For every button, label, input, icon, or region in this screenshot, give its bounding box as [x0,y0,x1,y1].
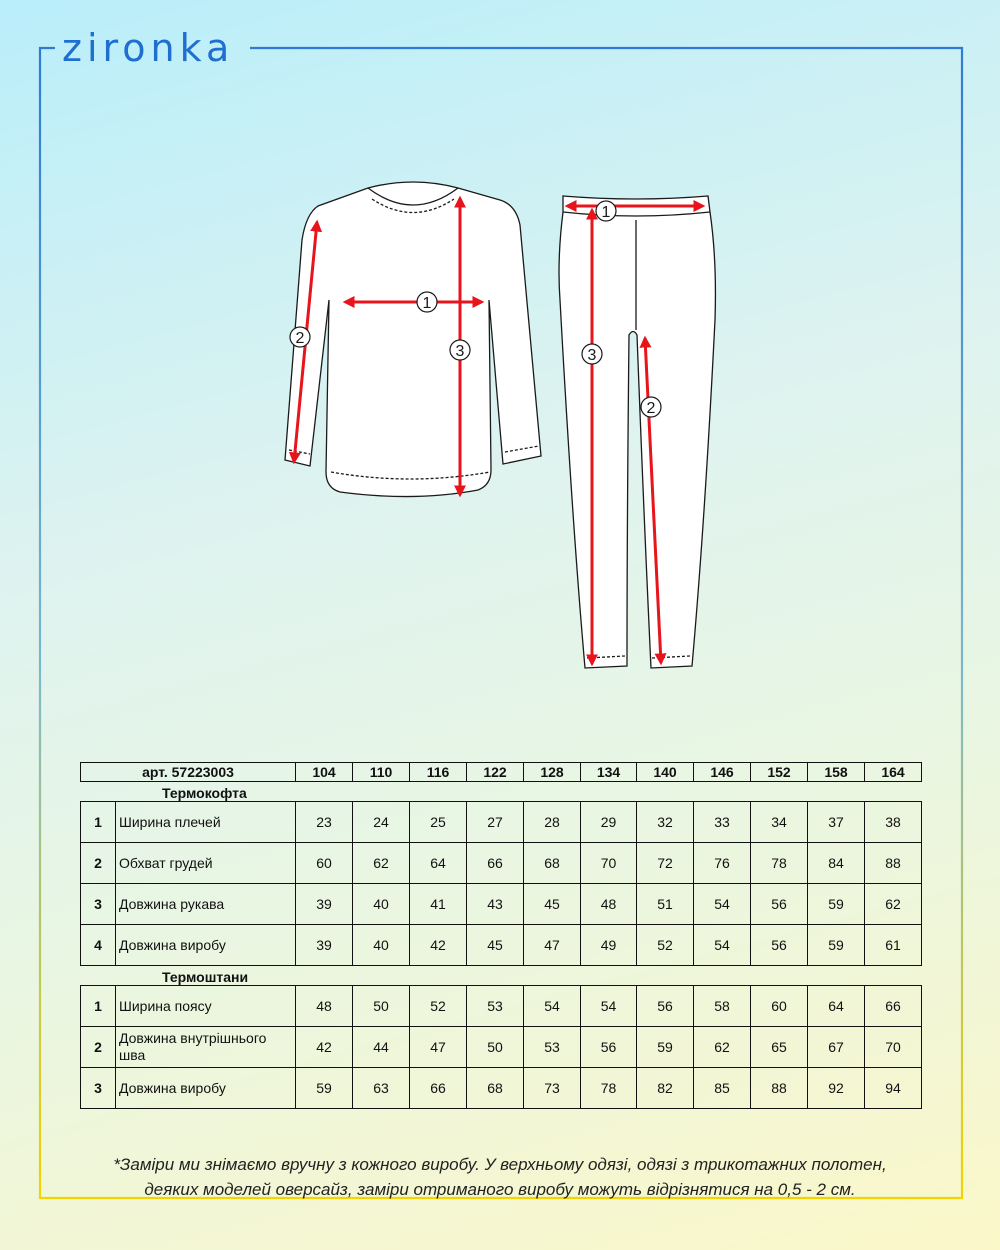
table-cell: 32 [637,802,694,843]
table-cell: 68 [467,1068,524,1109]
table-cell: 65 [751,1027,808,1068]
top-marker-3: 3 [455,343,465,360]
table-cell: 66 [467,843,524,884]
table-cell: 53 [524,1027,581,1068]
top-marker-2: 2 [295,330,305,347]
article-number: арт. 57223003 [81,763,296,782]
table-cell: 73 [524,1068,581,1109]
table-cell: 39 [296,925,353,966]
table-cell: 56 [751,925,808,966]
table-cell: 88 [751,1068,808,1109]
table-cell: 52 [410,986,467,1027]
table-cell: 41 [410,884,467,925]
brand-logo: zironka [62,26,235,70]
table-cell: 29 [581,802,637,843]
row-label: Довжина виробу [116,925,296,966]
row-label: Ширина плечей [116,802,296,843]
row-label: Обхват грудей [116,843,296,884]
table-cell: 40 [353,884,410,925]
row-number: 2 [81,1027,116,1068]
table-row [81,925,922,966]
table-cell: 64 [410,843,467,884]
table-cell: 61 [865,925,922,966]
table-cell: 47 [410,1027,467,1068]
table-row [81,843,922,884]
table-cell: 88 [865,843,922,884]
table-cell: 66 [865,986,922,1027]
table-cell: 38 [865,802,922,843]
table-cell: 42 [296,1027,353,1068]
note-line-2: деяких моделей оверсайз, заміри отриманого виробу можуть відрізнятися на 0,5 - 2 см. [144,1180,856,1199]
table-row [81,884,922,925]
table-cell: 85 [694,1068,751,1109]
table-cell: 58 [694,986,751,1027]
section-title-pants: Термоштани [162,969,249,985]
table-cell: 23 [296,802,353,843]
table-cell: 54 [694,925,751,966]
table-cell: 56 [751,884,808,925]
table-cell: 28 [524,802,581,843]
size-header: 140 [637,763,694,782]
table-cell: 70 [865,1027,922,1068]
table-cell: 68 [524,843,581,884]
table-cell: 27 [467,802,524,843]
table-cell: 60 [751,986,808,1027]
size-header: 134 [581,763,637,782]
measurement-note [40,1152,960,1202]
table-cell: 60 [296,843,353,884]
table-cell: 66 [410,1068,467,1109]
table-cell: 92 [808,1068,865,1109]
row-number: 4 [81,925,116,966]
pants-marker-3: 3 [587,347,597,364]
table-cell: 50 [467,1027,524,1068]
table-cell: 53 [467,986,524,1027]
row-label: Ширина поясу [116,986,296,1027]
table-cell: 52 [637,925,694,966]
table-cell: 50 [353,986,410,1027]
section-title-top: Термокофта [162,785,247,801]
table-cell: 39 [296,884,353,925]
table-cell: 76 [694,843,751,884]
table-cell: 34 [751,802,808,843]
table-cell: 62 [865,884,922,925]
table-cell: 48 [296,986,353,1027]
table-cell: 25 [410,802,467,843]
table-cell: 45 [524,884,581,925]
row-number: 1 [81,986,116,1027]
table-cell: 45 [467,925,524,966]
table-cell: 59 [637,1027,694,1068]
table-cell: 70 [581,843,637,884]
table-row [81,986,922,1027]
table-row [81,1068,922,1109]
table-cell: 94 [865,1068,922,1109]
size-header: 110 [353,763,410,782]
table-cell: 24 [353,802,410,843]
table-cell: 72 [637,843,694,884]
row-label: Довжина виробу [116,1068,296,1109]
table-cell: 62 [353,843,410,884]
table-cell: 37 [808,802,865,843]
table-cell: 43 [467,884,524,925]
table-cell: 59 [808,884,865,925]
size-header: 122 [467,763,524,782]
table-row [81,1027,922,1068]
row-number: 2 [81,843,116,884]
size-header: 146 [694,763,751,782]
table-cell: 59 [296,1068,353,1109]
note-line-1: *Заміри ми знімаємо вручну з кожного виробу. У верхньому одязі, одязі з трикотажних полотен, [113,1155,887,1174]
size-header: 128 [524,763,581,782]
table-cell: 63 [353,1068,410,1109]
table-cell: 82 [637,1068,694,1109]
table-cell: 44 [353,1027,410,1068]
table-cell: 84 [808,843,865,884]
table-cell: 56 [581,1027,637,1068]
thermal-top-table [80,801,922,966]
table-cell: 48 [581,884,637,925]
table-cell: 54 [581,986,637,1027]
pants-marker-2: 2 [646,400,656,417]
size-header: 158 [808,763,865,782]
row-label: Довжина рукава [116,884,296,925]
thermal-pants-drawing [559,196,715,668]
size-header-row [81,763,922,782]
pants-marker-1: 1 [601,204,611,221]
table-cell: 40 [353,925,410,966]
garment-diagram [270,170,740,680]
row-number: 1 [81,802,116,843]
size-header: 116 [410,763,467,782]
table-cell: 54 [524,986,581,1027]
table-cell: 64 [808,986,865,1027]
thermal-pants-table [80,985,922,1109]
top-marker-1: 1 [422,295,432,312]
table-cell: 33 [694,802,751,843]
table-cell: 59 [808,925,865,966]
table-cell: 42 [410,925,467,966]
size-header-table [80,762,922,782]
row-number: 3 [81,884,116,925]
thermal-top-drawing [285,182,541,497]
size-header: 104 [296,763,353,782]
table-cell: 56 [637,986,694,1027]
table-cell: 49 [581,925,637,966]
table-cell: 78 [751,843,808,884]
table-cell: 54 [694,884,751,925]
table-cell: 51 [637,884,694,925]
size-header: 164 [865,763,922,782]
table-row [81,802,922,843]
row-label: Довжина внутрішнього шва [116,1027,296,1068]
table-cell: 62 [694,1027,751,1068]
size-header: 152 [751,763,808,782]
row-number: 3 [81,1068,116,1109]
table-cell: 67 [808,1027,865,1068]
table-cell: 78 [581,1068,637,1109]
table-cell: 47 [524,925,581,966]
